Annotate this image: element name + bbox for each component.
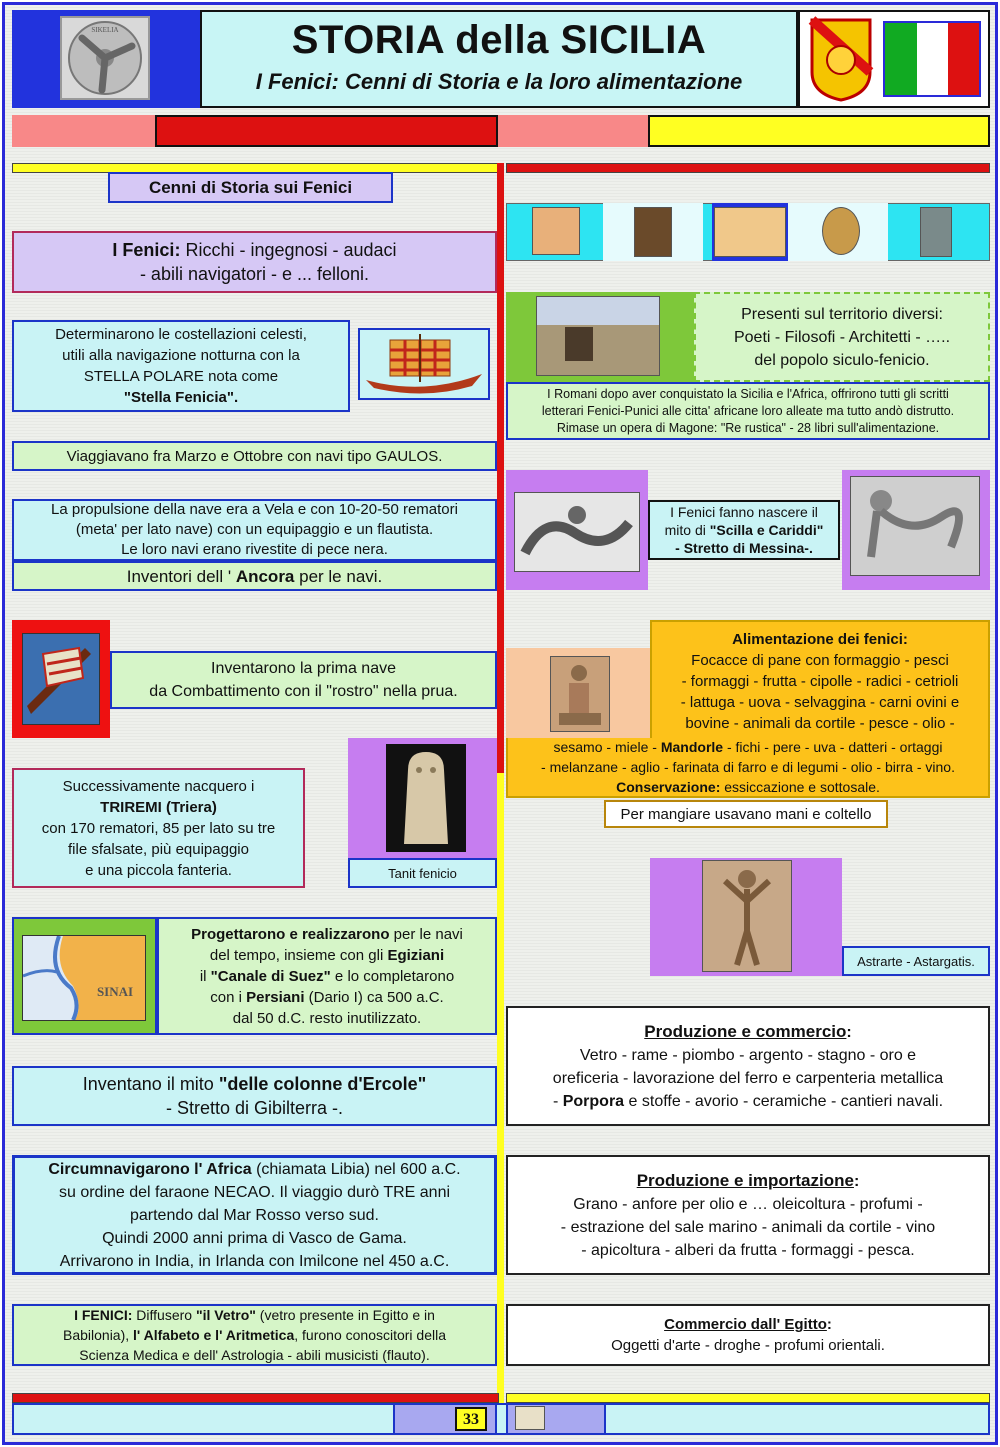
trinacria-emblem-icon	[827, 46, 855, 74]
flags-image	[800, 12, 988, 106]
eating-box: Per mangiare usavano mani e coltello	[604, 800, 888, 828]
footer-right-yellow-bar	[506, 1393, 990, 1403]
section-title: Cenni di Storia sui Fenici	[108, 172, 393, 203]
footer-thumbnail-icon	[515, 1406, 545, 1430]
glass-box: I FENICI: Diffusero "il Vetro" (vetro presente in Egitto e in Babilonia), l' Alfabeto e l' Aritmetica, furono conoscitori della Scienza Medica e dell' Astrologia - abili musicisti (flauto).	[12, 1304, 497, 1366]
travel-box: Viaggiavano fra Marzo e Ottobre con navi tipo GAULOS.	[12, 441, 497, 471]
gaulos-ship-image	[358, 328, 490, 400]
egypt-box: Commercio dall' Egitto: Oggetti d'arte - droghe - profumi orientali.	[506, 1304, 990, 1366]
africa-box: Circumnavigarono l' Africa (chiamata Libia) nel 600 a.C. su ordine del faraone NECAO. Il viaggio durò TRE anni partendo dal Mar Rosso verso sud. Quindi 2000 anni prima di Vasco de Gama. Arrivarono in India, in Irlanda con Imilcone nel 450 a.C.	[12, 1155, 497, 1275]
romans-box: I Romani dopo aver conquistato la Sicilia e l'Africa, offrirono tutti gli scritti letterari Fenici-Punici alle citta' africane loro alleate ma tutto andò distrutto. Rimase un opera di Magone: "Re rustica" - 28 libri sull'alimentazione.	[506, 382, 990, 440]
artifact-pig-vessel-image	[714, 207, 786, 257]
production-box: Produzione e commercio: Vetro - rame - piombo - argento - stagno - oro e oreficeria - lavorazione del ferro e carpenteria metallica - Porpora e stoffe - avorio - ceramiche - cantieri navali.	[506, 1006, 990, 1126]
header-title-panel	[200, 10, 798, 108]
sinai-label: SINAI	[96, 984, 134, 999]
ruins-image	[536, 296, 660, 376]
trinacria-coin-image	[60, 16, 150, 100]
page-subtitle: I Fenici: Cenni di Storia e la loro alimentazione	[255, 69, 743, 94]
food-figure-image	[550, 656, 610, 732]
footer-left-red-bar	[12, 1393, 499, 1403]
top-red-bar	[155, 115, 498, 147]
anchor-box: Inventori dell ' Ancora per le navi.	[12, 561, 497, 591]
header-flags-panel	[798, 10, 990, 108]
import-box: Produzione e importazione: Grano - anfore per olio e … oleicoltura - profumi - - estrazione del sale marino - animali da cortile - vino - apicoltura - alberi da frutta - formaggi - pesca.	[506, 1155, 990, 1275]
stars-box: Determinarono le costellazioni celesti, utili alla navigazione notturna con la STELLA POLARE nota come "Stella Fenicia".	[12, 320, 350, 412]
page-number: 33	[455, 1407, 487, 1431]
scilla-box: I Fenici fanno nascere il mito di "Scilla e Cariddi" - Stretto di Messina-.	[648, 500, 840, 560]
food-box-bottom: sesamo - miele - Mandorle - fichi - pere - uva - datteri - ortaggi - melanzane - aglio - farinata di farro e di legumi - olio - birra - vino. Conservazione: essiccazione e sottosale.	[506, 738, 990, 798]
presence-box: Presenti sul territorio diversi: Poeti - Filosofi - Architetti - ….. del popolo siculo-fenicio.	[694, 292, 990, 382]
sinai-map-image	[22, 935, 146, 1021]
astarte-caption: Astrarte - Astargatis.	[842, 946, 990, 976]
right-column-top-bar	[506, 163, 990, 173]
scilla-sculpture-image	[514, 492, 640, 572]
artifact-mask-image	[532, 207, 580, 255]
artifact-figure-image	[634, 207, 672, 257]
suez-box: Progettarono e realizzarono per le navi del tempo, insieme con gli Egiziani il "Canale di Suez" e lo completarono con i Persiani (Dario I) ca 500 a.C. dal 50 d.C. resto inutilizzato.	[157, 917, 497, 1035]
center-divider-yellow	[497, 773, 504, 1403]
intro-box: I Fenici: Ricchi - ingegnosi - audaci - abili navigatori - e ... felloni.	[12, 231, 497, 293]
food-box-top: Alimentazione dei fenici: Focacce di pane con formaggio - pesci - formaggi - frutta - cipolle - radici - cetrioli - lattuga - uova - selvaggina - carni ovini e bovine - animali da cortile - pesce - olio -	[650, 620, 990, 740]
top-yellow-bar	[648, 115, 990, 147]
artifact-statue-image	[920, 207, 952, 257]
warship-image	[22, 633, 100, 725]
page-title: STORIA della SICILIA	[291, 18, 707, 62]
warship-box: Inventarono la prima nave da Combattimento con il "rostro" nella prua.	[110, 651, 497, 709]
scilla-relief-image	[850, 476, 980, 576]
center-divider-red	[497, 163, 504, 773]
triremes-box: Successivamente nacquero i TRIREMI (Triera) con 170 rematori, 85 per lato su tre file sfalsate, più equipaggio e una piccola fanteria.	[12, 768, 305, 888]
footer-strip	[12, 1403, 990, 1435]
tanit-caption: Tanit fenicio	[348, 858, 497, 888]
hercules-box: Inventano il mito "delle colonne d'Ercole" - Stretto di Gibilterra -.	[12, 1066, 497, 1126]
propulsion-box: La propulsione della nave era a Vela e con 10-20-50 rematori (meta' per lato nave) con un equipaggio e un flautista. Le loro navi erano rivestite di pece nera.	[12, 499, 497, 561]
astarte-relief-image	[702, 860, 792, 972]
artifact-coin-image	[822, 207, 860, 255]
tanit-image	[386, 744, 466, 852]
coin-text: SIKELIA	[91, 26, 119, 34]
